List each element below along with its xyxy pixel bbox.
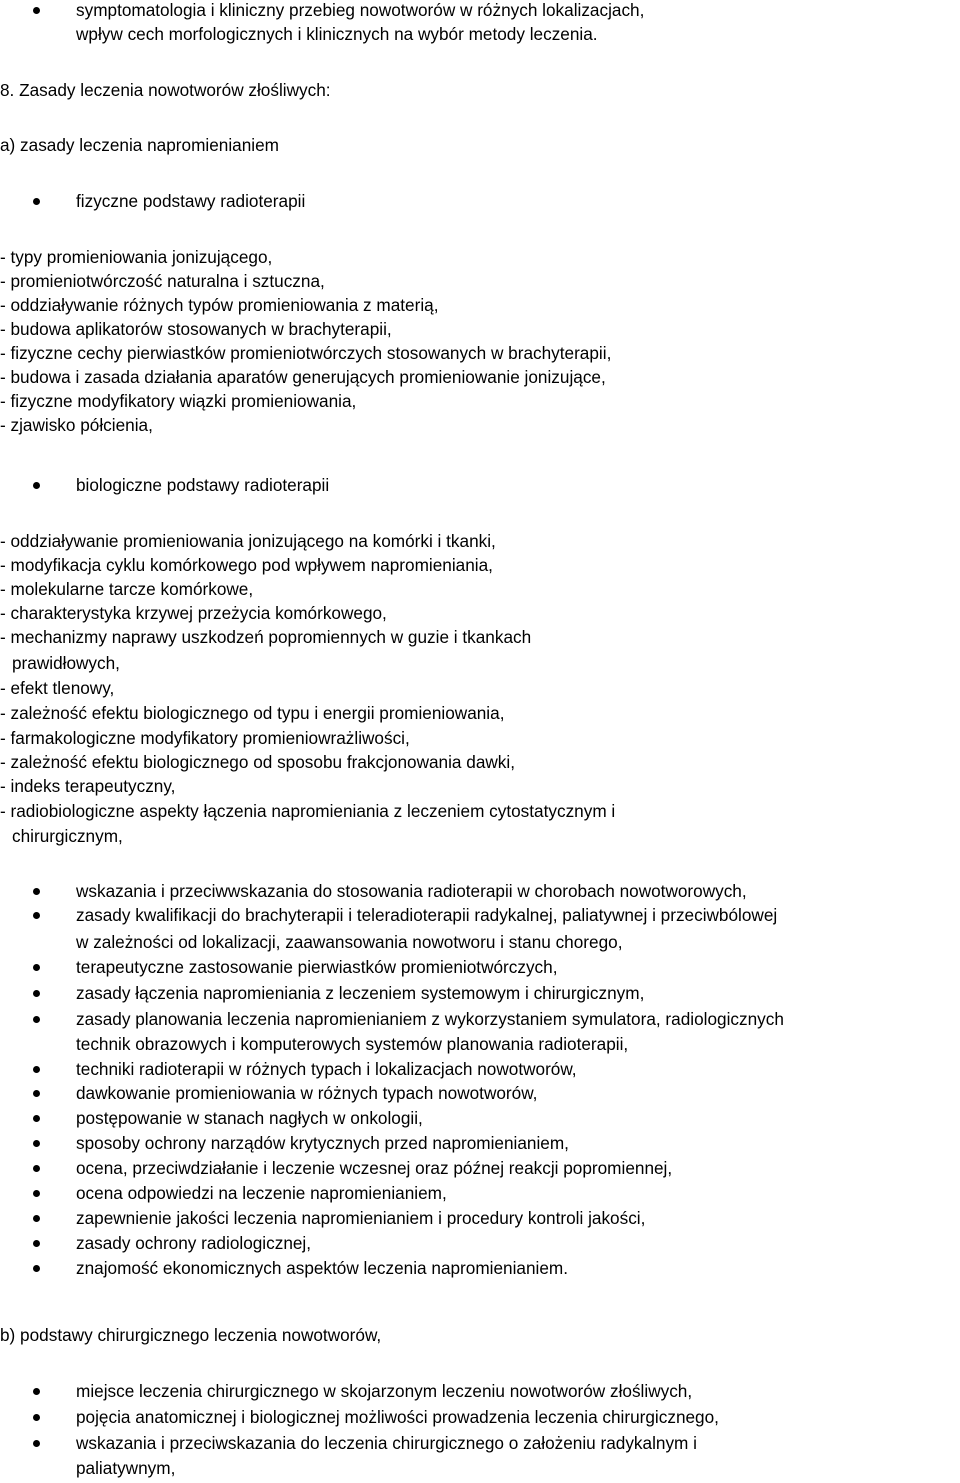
list-item-continuation: w zależności od lokalizacji, zaawansowania nowotworu i stanu chorego, [76,932,623,952]
list-item-continuation: paliatywnym, [76,1458,176,1478]
list-item: wskazania i przeciwskazania do leczenia chirurgicznego o założeniu radykalnym i [76,1433,697,1453]
list-item: - modyfikacja cyklu komórkowego pod wpływem napromieniania, [0,555,493,575]
list-item: postępowanie w stanach nagłych w onkologii, [76,1108,423,1128]
text-line: symptomatologia i kliniczny przebieg nowotworów w różnych lokalizacjach, [76,0,645,20]
bullet-icon [33,1240,40,1247]
list-item-continuation: prawidłowych, [12,653,120,673]
list-item: - charakterystyka krzywej przeżycia komórkowego, [0,603,387,623]
list-item: - fizyczne cechy pierwiastków promieniotwórczych stosowanych w brachyterapii, [0,343,612,363]
section-heading: 8. Zasady leczenia nowotworów złośliwych: [0,80,331,100]
list-item: - mechanizmy naprawy uszkodzeń popromiennych w guzie i tkankach [0,627,532,647]
list-item: sposoby ochrony narządów krytycznych przed napromienianiem, [76,1133,569,1153]
list-item: wskazania i przeciwwskazania do stosowania radioterapii w chorobach nowotworowych, [76,881,747,901]
list-item: ocena, przeciwdziałanie i leczenie wczesnej oraz późnej reakcji popromiennej, [76,1158,673,1178]
list-item: zapewnienie jakości leczenia napromienianiem i procedury kontroli jakości, [76,1208,646,1228]
bullet-icon [33,912,40,919]
list-item: - zależność efektu biologicznego od typu i energii promieniowania, [0,703,505,723]
list-item: pojęcia anatomicznej i biologicznej możliwości prowadzenia leczenia chirurgicznego, [76,1407,719,1427]
list-item: zasady łączenia napromieniania z leczeniem systemowym i chirurgicznym, [76,983,645,1003]
list-heading: fizyczne podstawy radioterapii [76,191,306,211]
list-item-continuation: technik obrazowych i komputerowych systemów planowania radioterapii, [76,1034,629,1054]
list-heading: biologiczne podstawy radioterapii [76,475,330,495]
bullet-icon [33,1115,40,1122]
bullet-icon [33,1414,40,1421]
bullet-icon [33,1265,40,1272]
list-item: zasady ochrony radiologicznej, [76,1233,312,1253]
bullet-icon [33,1090,40,1097]
list-item: ocena odpowiedzi na leczenie napromienianiem, [76,1183,447,1203]
bullet-icon [33,1440,40,1447]
list-item: - oddziaływanie różnych typów promieniowania z materią, [0,295,439,315]
bullet-icon [33,888,40,895]
list-item: zasady planowania leczenia napromienianiem z wykorzystaniem symulatora, radiologicznych [76,1009,784,1029]
bullet-icon [33,1215,40,1222]
list-item: - oddziaływanie promieniowania jonizującego na komórki i tkanki, [0,531,496,551]
bullet-icon [33,1066,40,1073]
subsection-heading: a) zasady leczenia napromienianiem [0,135,279,155]
list-item: - promieniotwórczość naturalna i sztuczna, [0,271,325,291]
list-item: miejsce leczenia chirurgicznego w skojarzonym leczeniu nowotworów złośliwych, [76,1381,693,1401]
bullet-icon [33,1140,40,1147]
bullet-icon [33,1165,40,1172]
list-item: - zjawisko półcienia, [0,415,153,435]
list-item: - efekt tlenowy, [0,678,115,698]
bullet-icon [33,1388,40,1395]
list-item: - typy promieniowania jonizującego, [0,247,273,267]
list-item: - farmakologiczne modyfikatory promieniowrażliwości, [0,728,410,748]
list-item: znajomość ekonomicznych aspektów leczenia napromienianiem. [76,1258,569,1278]
bullet-icon [33,198,40,205]
list-item: - budowa aplikatorów stosowanych w brachyterapii, [0,319,392,339]
text-line: wpływ cech morfologicznych i klinicznych na wybór metody leczenia. [76,24,598,44]
bullet-icon [33,482,40,489]
bullet-icon [33,7,40,14]
bullet-icon [33,1016,40,1023]
subsection-heading: b) podstawy chirurgicznego leczenia nowotworów, [0,1325,382,1345]
list-item: terapeutyczne zastosowanie pierwiastków promieniotwórczych, [76,957,558,977]
bullet-icon [33,1190,40,1197]
bullet-icon [33,964,40,971]
list-item: dawkowanie promieniowania w różnych typach nowotworów, [76,1083,538,1103]
list-item: - molekularne tarcze komórkowe, [0,579,254,599]
bullet-icon [33,990,40,997]
list-item-continuation: chirurgicznym, [12,826,123,846]
list-item: zasady kwalifikacji do brachyterapii i teleradioterapii radykalnej, paliatywnej i przeciwbólowej [76,905,778,925]
list-item: techniki radioterapii w różnych typach i lokalizacjach nowotworów, [76,1059,577,1079]
list-item: - radiobiologiczne aspekty łączenia napromieniania z leczeniem cytostatycznym i [0,801,616,821]
list-item: - fizyczne modyfikatory wiązki promieniowania, [0,391,357,411]
list-item: - indeks terapeutyczny, [0,776,176,796]
list-item: - zależność efektu biologicznego od sposobu frakcjonowania dawki, [0,752,515,772]
list-item: - budowa i zasada działania aparatów generujących promieniowanie jonizujące, [0,367,606,387]
